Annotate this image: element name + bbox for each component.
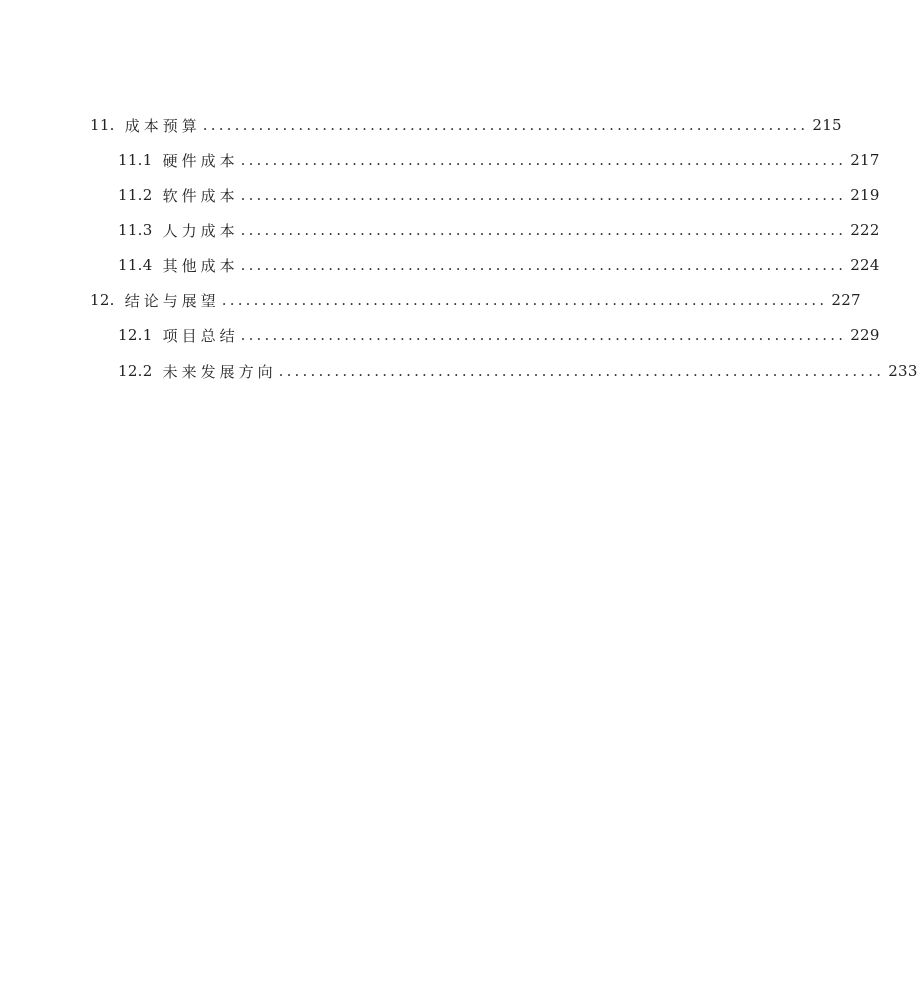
toc-entry[interactable]	[90, 288, 861, 312]
toc-dot-leader: ............................................................................	[240, 221, 847, 239]
toc-entry-number: 11.	[90, 116, 115, 134]
toc-entry-page: 229	[850, 326, 880, 344]
toc-entry[interactable]	[118, 359, 918, 383]
toc-entry-title: 成本预算	[124, 116, 201, 135]
toc-entry-title: 未来发展方向	[162, 362, 277, 381]
toc-entry-title: 其他成本	[162, 256, 239, 275]
toc-dot-leader: ............................................................................	[240, 326, 847, 344]
toc-entry-page: 224	[850, 256, 880, 274]
toc-entry-number: 12.1	[118, 326, 153, 344]
toc-entry-page: 215	[812, 116, 842, 134]
toc-entry-title: 人力成本	[162, 221, 239, 240]
toc-entry-number: 12.2	[118, 362, 153, 380]
toc-entry-title: 项目总结	[162, 326, 239, 345]
toc-entry[interactable]	[118, 183, 880, 207]
toc-entry-title: 软件成本	[162, 186, 239, 205]
toc-entry-page: 233	[888, 362, 918, 380]
toc-entry[interactable]	[118, 148, 880, 172]
toc-entry-page: 219	[850, 186, 880, 204]
toc-entry-page: 222	[850, 221, 880, 239]
toc-dot-leader: ............................................................................	[240, 256, 847, 274]
toc-entry-number: 11.2	[118, 186, 153, 204]
toc-entry-page: 217	[850, 151, 880, 169]
toc-entry-title: 结论与展望	[124, 291, 220, 310]
toc-entry[interactable]	[118, 323, 880, 347]
toc-dot-leader: ............................................................................	[221, 291, 828, 309]
toc-entry-number: 12.	[90, 291, 115, 309]
toc-entry-title: 硬件成本	[162, 151, 239, 170]
toc-entry-number: 11.4	[118, 256, 153, 274]
toc-dot-leader: ............................................................................	[240, 186, 847, 204]
toc-entry-page: 227	[831, 291, 861, 309]
toc-entry[interactable]	[90, 113, 842, 137]
toc-entry[interactable]	[118, 218, 880, 242]
toc-dot-leader: ............................................................................	[240, 151, 847, 169]
toc-entry-number: 11.1	[118, 151, 153, 169]
toc-dot-leader: ............................................................................	[278, 362, 885, 380]
toc-entry-number: 11.3	[118, 221, 153, 239]
toc-dot-leader: ............................................................................	[202, 116, 809, 134]
toc-entry[interactable]	[118, 253, 880, 277]
